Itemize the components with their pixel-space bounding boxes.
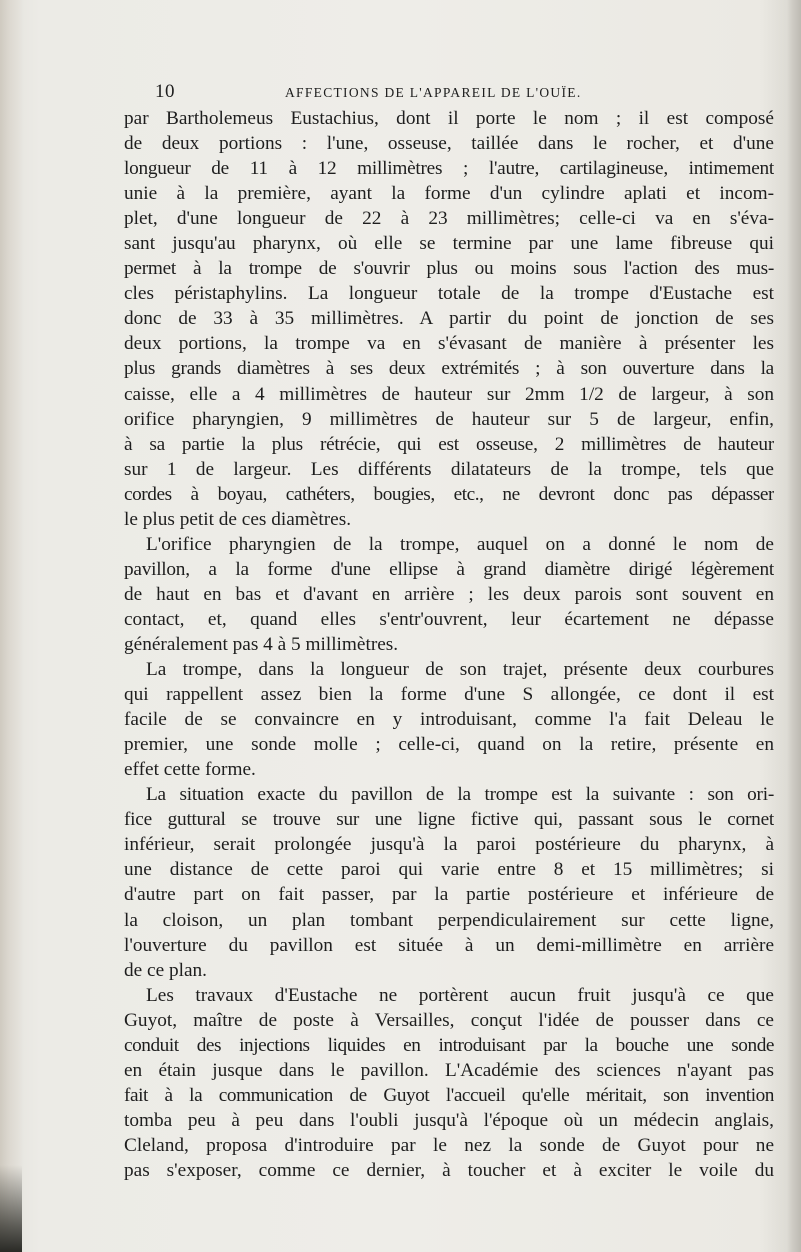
text-line: sur 1 de largeur. Les différents dilatateurs de la trompe, tels que [124, 458, 774, 480]
text-line: fice guttural se trouve sur une ligne fictive qui, passant sous le cornet [124, 809, 774, 831]
text-line: pas s'exposer, comme ce dernier, à toucher et à exciter le voile du [124, 1159, 774, 1181]
text-line: donc de 33 à 35 millimètres. A partir du point de jonction de ses [124, 308, 774, 330]
text-line: par Bartholemeus Eustachius, dont il porte le nom ; il est composé [124, 108, 774, 129]
text-line: L'orifice pharyngien de la trompe, auquel on a donné le nom de [146, 533, 774, 555]
text-line: La situation exacte du pavillon de la trompe est la suivante : son ori- [146, 784, 774, 806]
text-line: l'ouverture du pavillon est située à un demi-millimètre en arrière [124, 934, 774, 956]
text-line: deux portions, la trompe va en s'évasant de manière à présenter les [124, 333, 774, 355]
text-line: plet, d'une longueur de 22 à 23 millimètres; celle-ci va en s'éva- [124, 208, 774, 230]
text-line: permet à la trompe de s'ouvrir plus ou moins sous l'action des mus- [124, 258, 774, 280]
text-line: facile de se convaincre en y introduisant, comme l'a fait Deleau le [124, 709, 774, 731]
text-line: à sa partie la plus rétrécie, qui est osseuse, 2 millimètres de hauteur [124, 433, 774, 455]
text-line: Les travaux d'Eustache ne portèrent aucun fruit jusqu'à ce que [146, 984, 774, 1006]
text-line: longueur de 11 à 12 millimètres ; l'autre, cartilagineuse, intimement [124, 158, 774, 180]
page-number: 10 [155, 81, 175, 102]
text-line: Guyot, maître de poste à Versailles, conçut l'idée de pousser dans ce [124, 1009, 774, 1031]
text-line: de deux portions : l'une, osseuse, taillée dans le rocher, et d'une [124, 133, 774, 155]
text-line: de haut en bas et d'avant en arrière ; les deux parois sont souvent en [124, 583, 774, 605]
text-line: Cleland, proposa d'introduire par le nez la sonde de Guyot pour ne [124, 1134, 774, 1156]
text-line: conduit des injections liquides en introduisant par la bouche une sonde [124, 1034, 774, 1056]
text-line: caisse, elle a 4 millimètres de hauteur sur 2mm 1/2 de largeur, à son [124, 383, 774, 405]
text-line: une distance de cette paroi qui varie entre 8 et 15 millimètres; si [124, 859, 774, 881]
text-line: unie à la première, ayant la forme d'un cylindre aplati et incom- [124, 183, 774, 205]
text-line: premier, une sonde molle ; celle-ci, quand on la retire, présente en [124, 734, 774, 756]
text-line: cles péristaphylins. La longueur totale de la trompe d'Eustache est [124, 283, 774, 305]
body-text [124, 106, 774, 1183]
text-line: pavillon, a la forme d'une ellipse à grand diamètre dirigé légèrement [124, 558, 774, 580]
text-line: généralement pas 4 à 5 millimètres. [124, 633, 399, 655]
running-title: AFFECTIONS DE L'APPAREIL DE L'OUÏE. [285, 85, 582, 100]
text-line: la cloison, un plan tombant perpendiculairement sur cette ligne, [124, 909, 774, 931]
text-line: inférieur, serait prolongée jusqu'à la paroi postérieure du pharynx, à [124, 834, 774, 856]
page-gutter-shadow [0, 0, 24, 1252]
page-header [0, 80, 801, 104]
text-line: contact, et, quand elles s'entr'ouvrent, leur écartement ne dépasse [124, 608, 774, 630]
text-line: sant jusqu'au pharynx, où elle se termine par une lame fibreuse qui [124, 233, 774, 255]
text-line: de ce plan. [124, 959, 207, 981]
text-line: effet cette forme. [124, 759, 256, 781]
text-line: d'autre part on fait passer, par la partie postérieure et inférieure de [124, 884, 774, 906]
binding-shadow [0, 1165, 22, 1252]
text-line: tomba peu à peu dans l'oubli jusqu'à l'époque où un médecin anglais, [124, 1109, 774, 1131]
text-line: en étain jusque dans le pavillon. L'Académie des sciences n'ayant pas [124, 1059, 774, 1081]
text-line: plus grands diamètres à ses deux extrémités ; à son ouverture dans la [124, 358, 774, 380]
text-line: fait à la communication de Guyot l'accueil qu'elle méritait, son invention [124, 1084, 774, 1106]
text-line: La trompe, dans la longueur de son trajet, présente deux courbures [146, 659, 774, 681]
text-line: orifice pharyngien, 9 millimètres de hauteur sur 5 de largeur, enfin, [124, 408, 774, 430]
text-line: cordes à boyau, cathéters, bougies, etc., ne devront donc pas dépasser [124, 483, 774, 505]
text-line: le plus petit de ces diamètres. [124, 508, 352, 530]
text-line: qui rappellent assez bien la forme d'une S allongée, ce dont il est [124, 684, 774, 706]
page-edge-shadow [787, 0, 801, 1252]
